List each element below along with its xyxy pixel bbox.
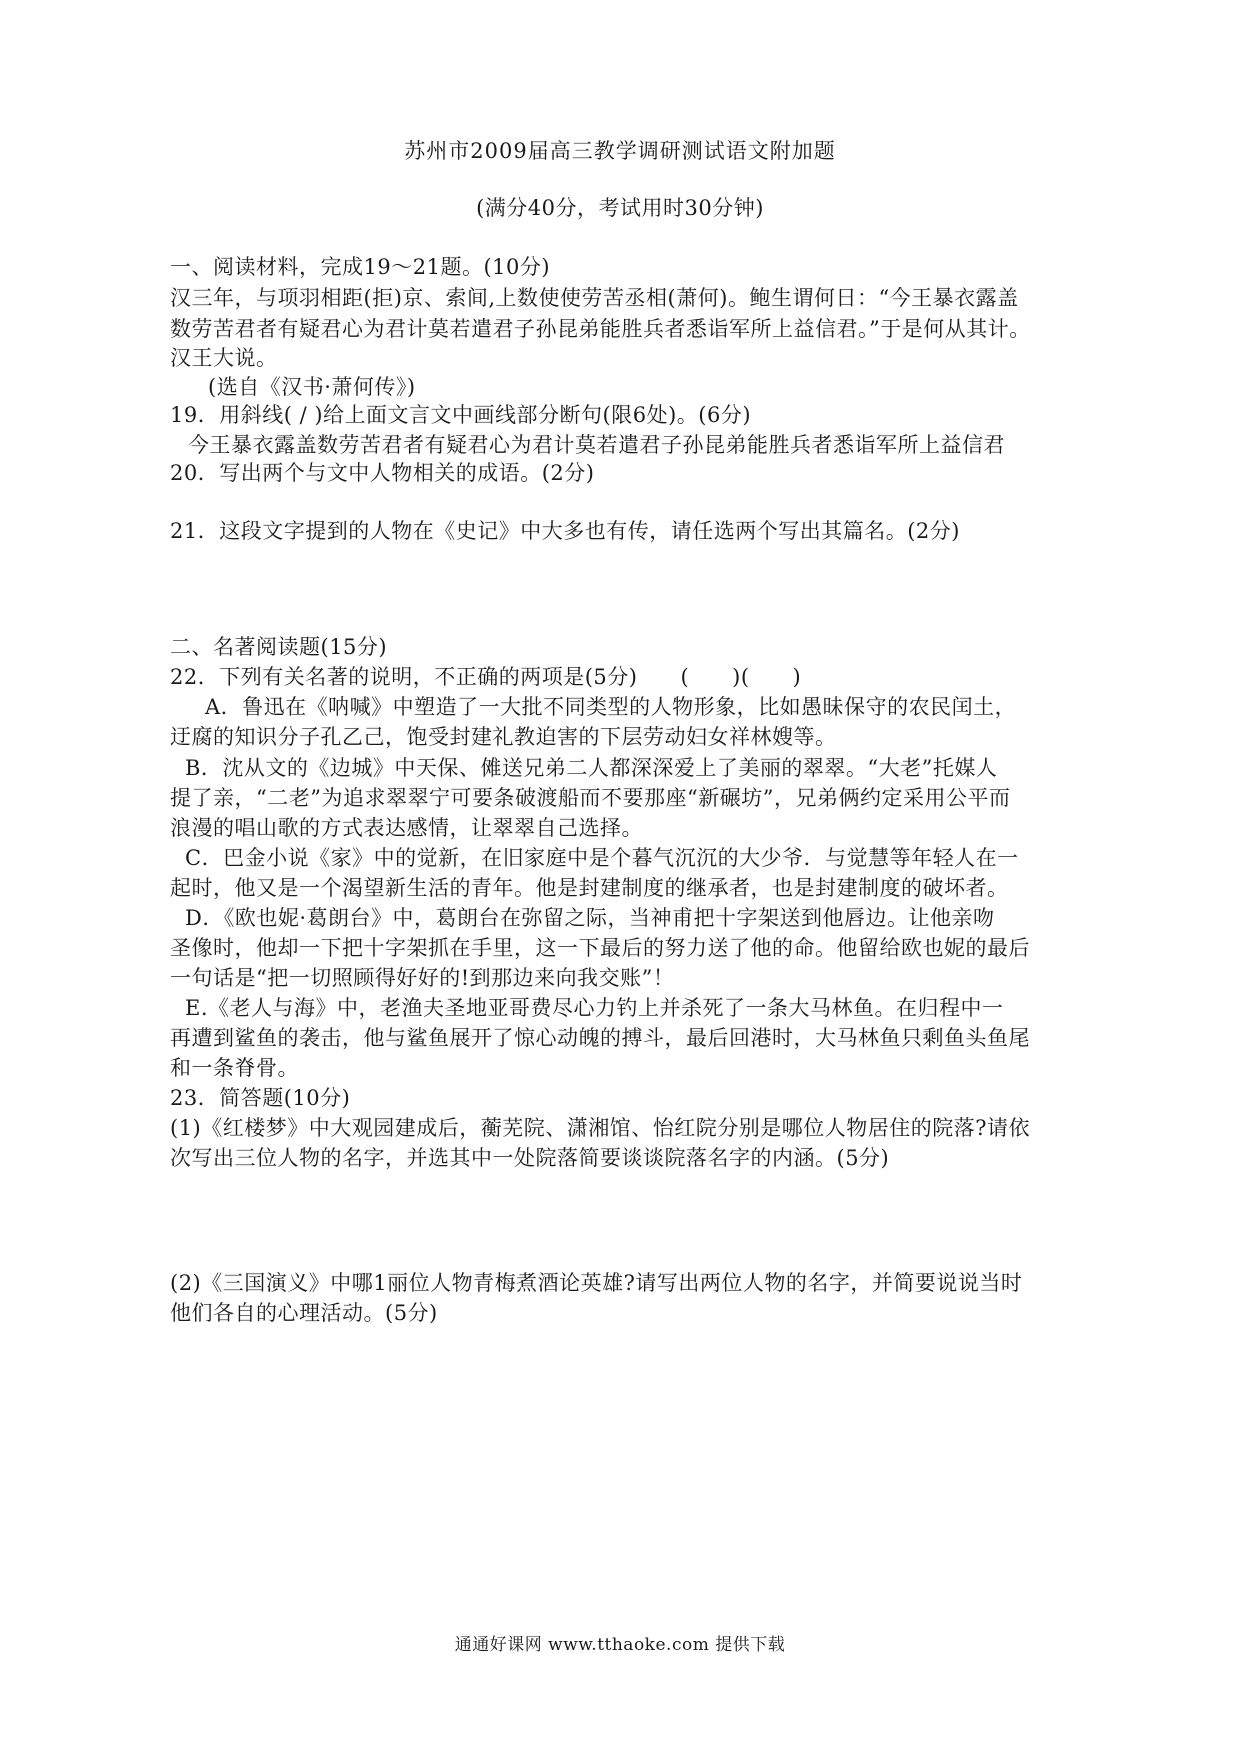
option-e-line: 和一条脊骨。 <box>170 1056 299 1080</box>
option-d-line: D．《欧也妮·葛朗台》中，葛朗台在弥留之际，当神甫把十字架送到他唇边。让他亲吻 <box>185 906 995 930</box>
section2-heading: 二、名著阅读题(15分) <box>170 635 388 659</box>
option-d-line: 一句话是“把一切照顾得好好的!到那边来向我交账”！ <box>170 966 675 990</box>
option-c-line: C．巴金小说《家》中的觉新，在旧家庭中是个暮气沉沉的大少爷．与觉慧等年轻人在一 <box>185 846 1019 870</box>
option-e-line: 再遭到鲨鱼的袭击，他与鲨鱼展开了惊心动魄的搏斗，最后回港时，大马林鱼只剩鱼头鱼尾 <box>170 1026 1030 1050</box>
question-20: 20．写出两个与文中人物相关的成语。(2分) <box>170 461 595 485</box>
page-footer: 通通好课网 www.tthaoke.com 提供下载 <box>454 1635 786 1655</box>
question-23-1-line: (1)《红楼梦》中大观园建成后，蘅芜院、潇湘馆、怡红院分别是哪位人物居住的院落?请依 <box>170 1116 1031 1140</box>
question-21: 21．这段文字提到的人物在《史记》中大多也有传，请任选两个写出其篇名。(2分) <box>170 519 960 543</box>
question-22: 22．下列有关名著的说明，不正确的两项是(5分) ( )( ) <box>170 665 802 689</box>
option-b-line: 提了亲，“二老”为追求翠翠宁可要条破渡船而不要那座“新碾坊”，兄弟俩约定采用公平而 <box>170 786 1011 810</box>
document-title: 苏州市2009届高三教学调研测试语文附加题 <box>404 139 836 163</box>
passage-line: 数劳苦君者有疑君心为君计莫若遣君子孙昆弟能胜兵者悉诣军所上益信君。”于是何从其计。 <box>170 317 1031 341</box>
option-a-line: A．鲁迅在《呐喊》中塑造了一大批不同类型的人物形象，比如愚昧保守的农民闰土， <box>205 695 1017 719</box>
section1-heading: 一、阅读材料，完成19～21题。(10分) <box>170 255 551 279</box>
option-a-line: 迂腐的知识分子孔乙己，饱受封建礼教迫害的下层劳动妇女祥林嫂等。 <box>170 725 837 749</box>
question-23-2-line: (2)《三国演义》中哪1丽位人物青梅煮酒论英雄?请写出两位人物的名字，并简要说说当时 <box>170 1271 1023 1295</box>
passage-source: (选自《汉书·萧何传》) <box>208 375 416 399</box>
passage-line: 汉王大说。 <box>170 346 278 370</box>
question-23-2-line: 他们各自的心理活动。(5分) <box>170 1301 438 1325</box>
option-e-line: E.《老人与海》中，老渔夫圣地亚哥费尽心力钓上并杀死了一条大马林鱼。在归程中一 <box>185 996 1004 1020</box>
option-b-line: B．沈从文的《边城》中天保、傩送兄弟二人都深深爱上了美丽的翠翠。“大老”托媒人 <box>185 756 998 780</box>
question-23: 23．简答题(10分) <box>170 1086 351 1110</box>
question-19: 19．用斜线( / )给上面文言文中画线部分断句(限6处)。(6分) <box>170 403 752 427</box>
question-19-text: 今王暴衣露盖数劳苦君者有疑君心为君计莫若遣君子孙昆弟能胜兵者悉诣军所上益信君 <box>188 433 1005 457</box>
passage-line: 汉三年，与项羽相距(拒)京、索间,上数使使劳苦丞相(萧何)。鲍生谓何日：“今王暴衣露盖 <box>170 286 1019 310</box>
document-subtitle: (满分40分，考试用时30分钟) <box>476 196 764 220</box>
option-b-line: 浪漫的唱山歌的方式表达感情，让翠翠自己选择。 <box>170 816 643 840</box>
option-c-line: 起时，他又是一个渴望新生活的青年。他是封建制度的继承者，也是封建制度的破坏者。 <box>170 876 1009 900</box>
option-d-line: 圣像时，他却一下把十字架抓在手里，这一下最后的努力送了他的命。他留给欧也妮的最后 <box>170 936 1030 960</box>
question-23-1-line: 次写出三位人物的名字，并选其中一处院落简要谈谈院落名字的内涵。(5分) <box>170 1146 890 1170</box>
